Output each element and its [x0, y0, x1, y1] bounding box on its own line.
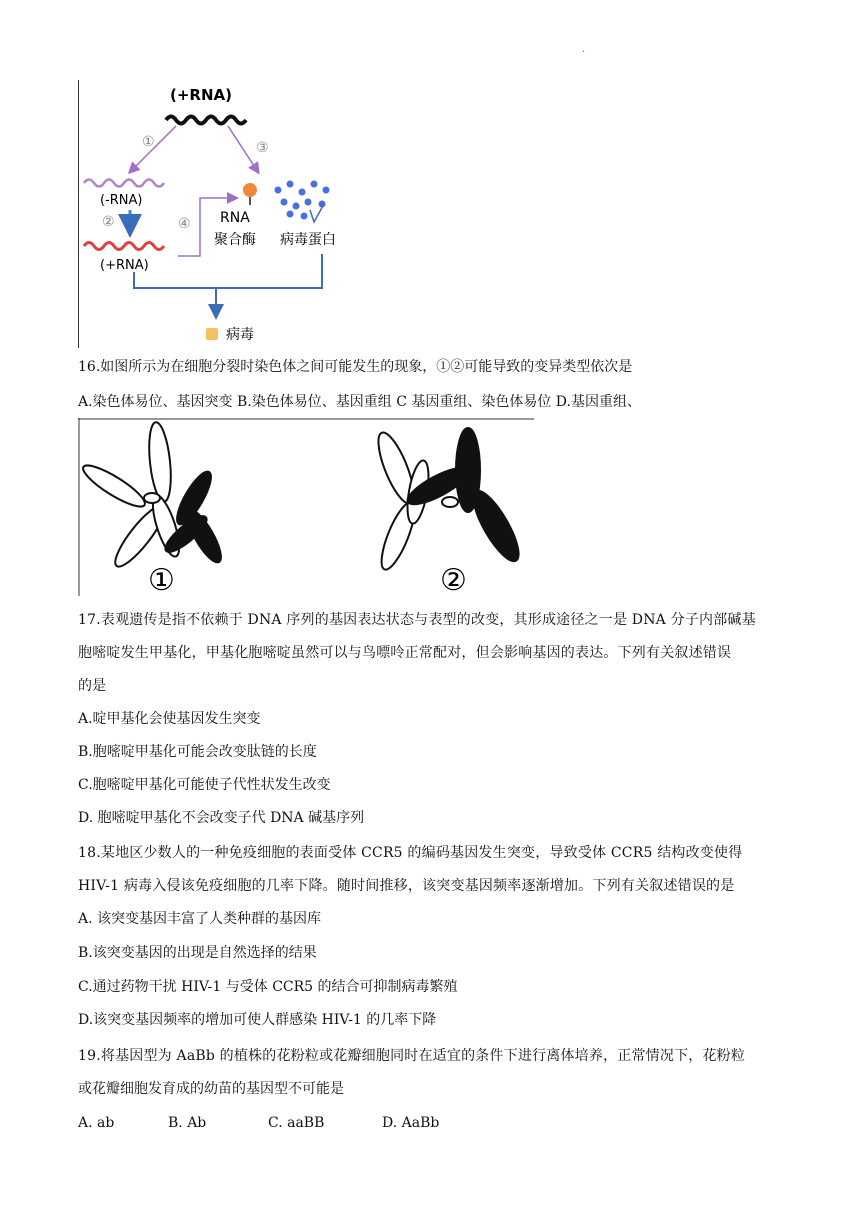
plus-rna-label: (+RNA)	[100, 258, 149, 273]
virus-protein-dots-icon	[275, 181, 330, 220]
q16-stem: 16.如图所示为在细胞分裂时染色体之间可能发生的现象，①②可能导致的变异类型依次是	[78, 359, 633, 375]
q19-stem-2: 或花瓣细胞发育成的幼苗的基因型不可能是	[78, 1081, 344, 1097]
q19-option-a: A. ab	[78, 1115, 115, 1131]
virus-icon	[206, 328, 218, 340]
q17-option-d: D. 胞嘧啶甲基化不会改变子代 DNA 碱基序列	[78, 810, 365, 826]
q19-option-c: C. aaBB	[268, 1115, 325, 1131]
q18-stem-1: 18.某地区少数人的一种免疫细胞的表面受体 CCR5 的编码基因发生突变，导致受体 CCR5 结构改变使得	[78, 845, 743, 861]
plus-rna-wave	[84, 243, 164, 250]
arrow-step3	[228, 126, 258, 172]
minus-rna-label: (-RNA)	[100, 193, 143, 208]
figure-label-1: ①	[148, 563, 175, 596]
assembly-line-left	[134, 254, 322, 288]
top-rna-wave	[166, 117, 246, 124]
q19-option-d: D. AaBb	[382, 1115, 440, 1131]
rna-virus-diagram	[78, 80, 378, 348]
q17-option-a: A.啶甲基化会使基因发生突变	[78, 711, 261, 727]
minus-rna-wave	[84, 180, 164, 187]
enzyme-label-2: 聚合酶	[214, 232, 256, 248]
q18-option-c: C.通过药物干扰 HIV-1 与受体 CCR5 的结合可抑制病毒繁殖	[78, 979, 458, 995]
q17-stem-2: 胞嘧啶发生甲基化，甲基化胞嘧啶虽然可以与鸟嘌呤正常配对，但会影响基因的表达。下列有关叙述错误	[78, 645, 732, 661]
step4-label: ④	[178, 216, 191, 232]
q17-stem-3: 的是	[78, 678, 106, 694]
virus-protein-label: 病毒蛋白	[280, 232, 336, 248]
top-rna-label: (+RNA)	[170, 86, 232, 104]
q19-stem-1: 19.将基因型为 AaBb 的植株的花粉粒或花瓣细胞同时在适宜的条件下进行离体培养，正常情况下，花粉粒	[78, 1048, 746, 1064]
chromosome-figure	[78, 418, 534, 596]
q19-option-b: B. Ab	[168, 1115, 207, 1131]
q18-option-b: B.该突变基因的出现是自然选择的结果	[78, 945, 317, 961]
q17-stem-1: 17.表观遗传是指不依赖于 DNA 序列的基因表达状态与表型的改变，其形成途径之一是 DNA 分子内部碱基	[78, 612, 756, 628]
q17-option-c: C.胞嘧啶甲基化可能使子代性状发生改变	[78, 777, 331, 793]
header-mark: .	[582, 44, 586, 55]
figure-label-2: ②	[440, 563, 467, 596]
step1-label: ①	[142, 134, 155, 150]
q18-stem-2: HIV-1 病毒入侵该免疫细胞的几率下降。随时间推移，该突变基因频率逐渐增加。下列有关叙述错误的是	[78, 878, 735, 894]
virus-label: 病毒	[226, 327, 254, 343]
q18-option-a: A. 该突变基因丰富了人类种群的基因库	[78, 911, 322, 927]
step3-label: ③	[256, 140, 269, 156]
chromosome-pair-1	[79, 421, 227, 572]
rna-polymerase-icon	[243, 183, 257, 197]
q19-options	[78, 1113, 439, 1133]
chromosome-pair-2	[372, 428, 527, 573]
step2-label: ②	[102, 214, 115, 230]
enzyme-label-1: RNA	[220, 210, 250, 226]
q16-options: A.染色体易位、基因突变 B.染色体易位、基因重组 C 基因重组、染色体易位 D.基因重组、	[78, 394, 641, 410]
q17-option-b: B.胞嘧啶甲基化可能会改变肽链的长度	[78, 744, 317, 760]
q18-option-d: D.该突变基因频率的增加可使人群感染 HIV-1 的几率下降	[78, 1012, 437, 1028]
